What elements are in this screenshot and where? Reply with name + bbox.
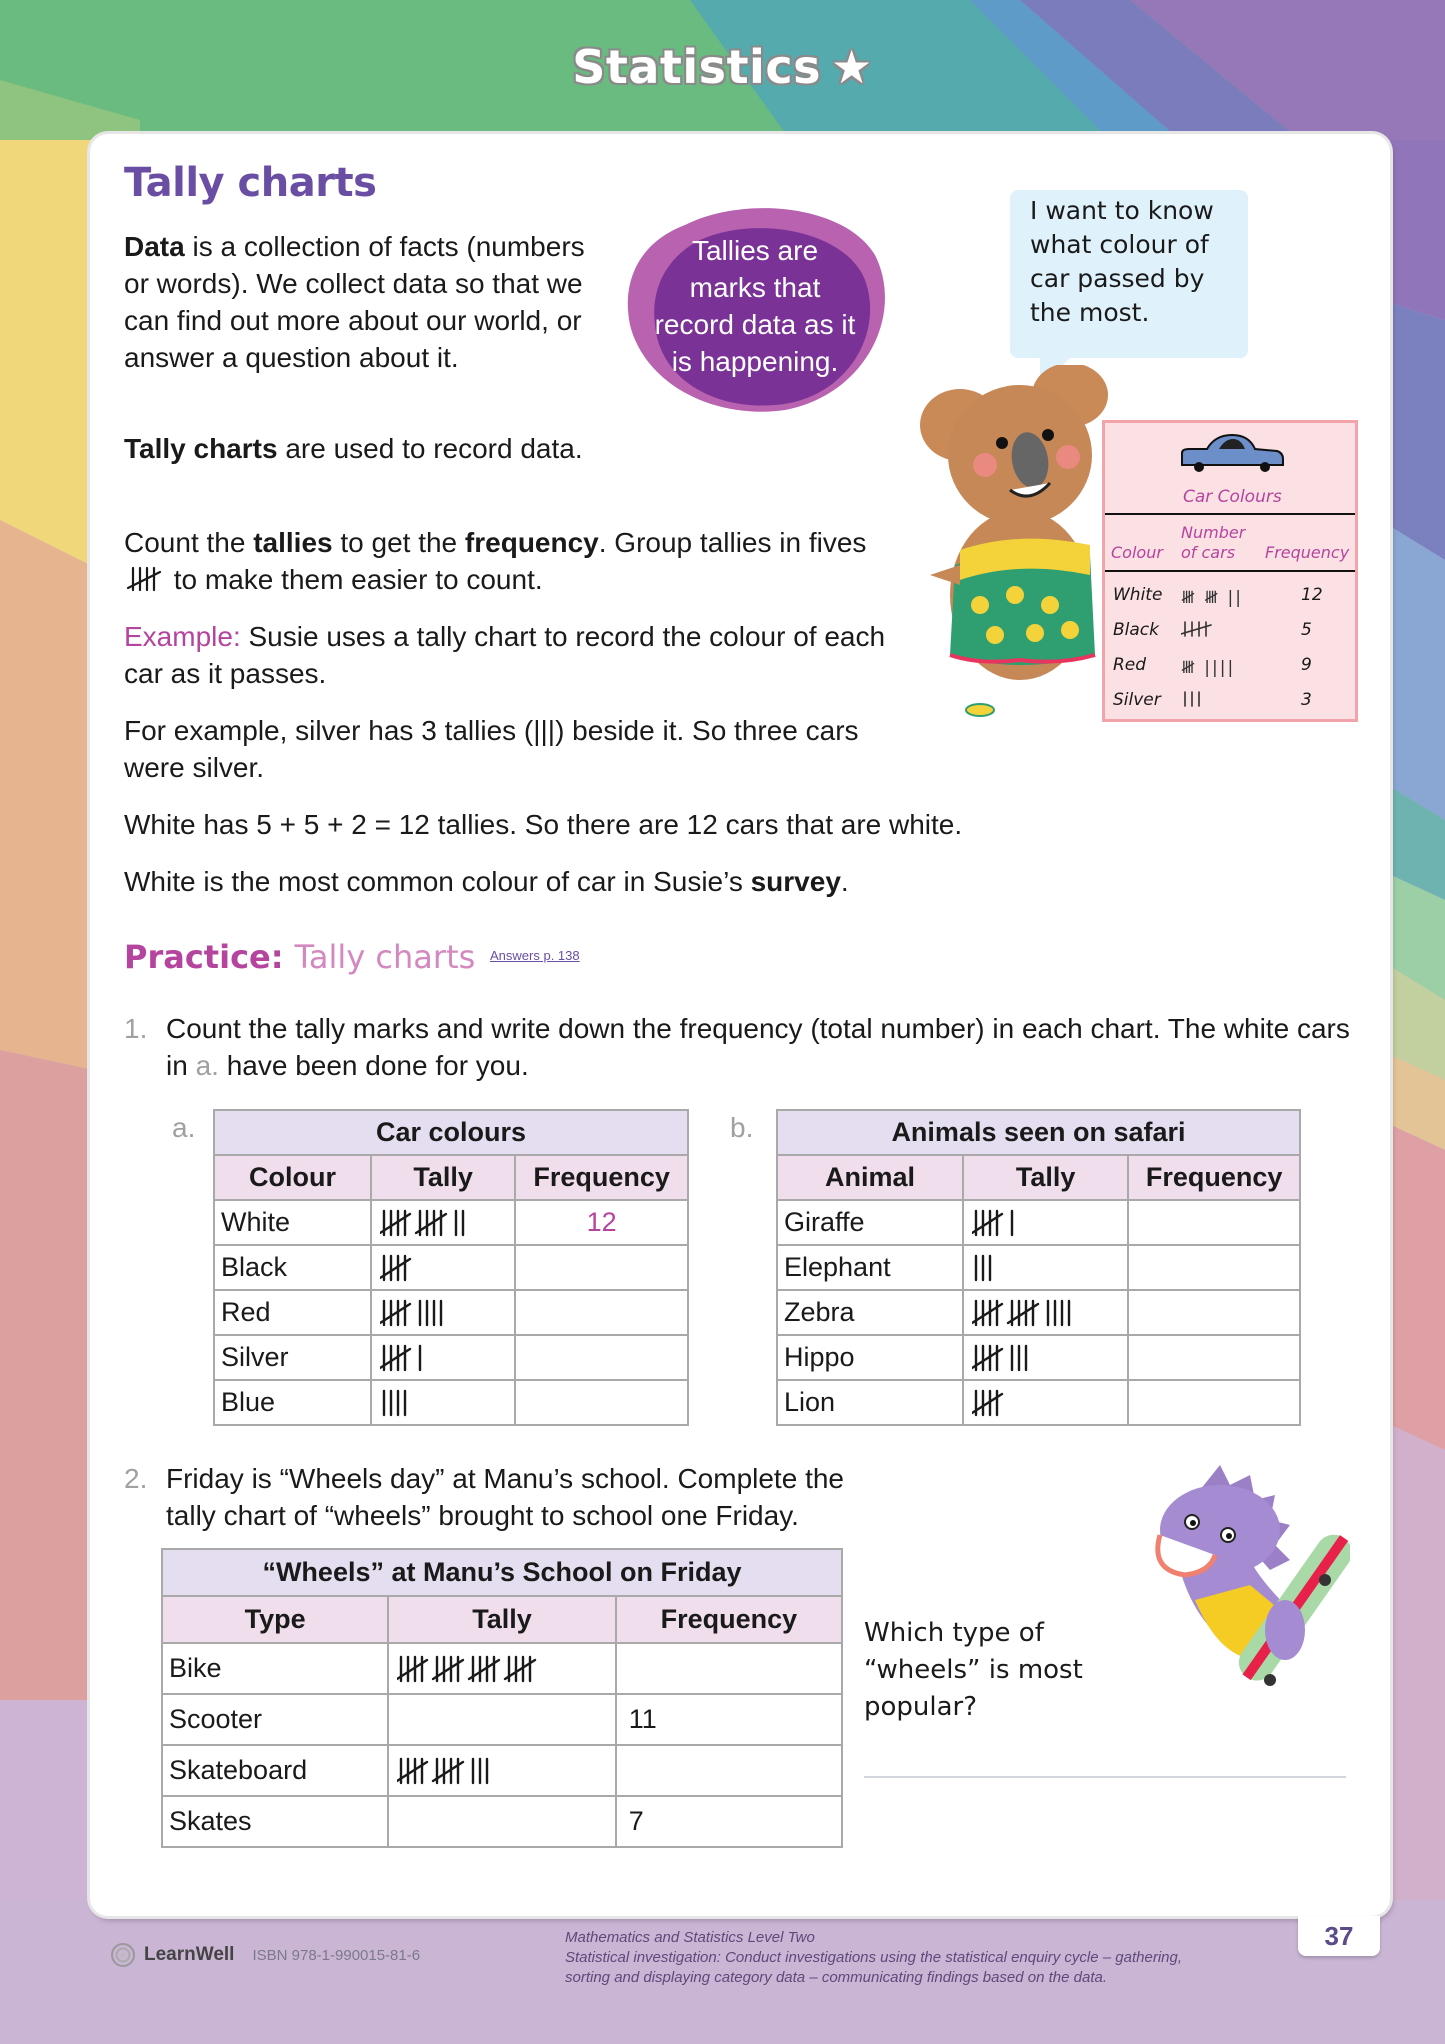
tally-marks bbox=[380, 1389, 416, 1417]
book-title: Mathematics and Statistics Level Two bbox=[565, 1929, 815, 1946]
frequency-cell: 7 bbox=[616, 1796, 842, 1847]
tally-cell[interactable] bbox=[388, 1694, 615, 1745]
divider bbox=[1105, 513, 1355, 515]
table-row bbox=[777, 1335, 1300, 1380]
row-label: Zebra bbox=[777, 1290, 963, 1335]
callout-line: marks that bbox=[689, 272, 821, 303]
example-row bbox=[1113, 690, 1347, 720]
row-label: Skateboard bbox=[162, 1745, 388, 1796]
table-row bbox=[162, 1796, 842, 1847]
example-header-of-cars: of cars bbox=[1181, 543, 1236, 562]
curriculum-line: Statistical investigation: Conduct investigations using the statistical enquiry cycle – gathering, bbox=[565, 1949, 1182, 1966]
isbn: ISBN 978-1-990015-81-6 bbox=[252, 1946, 421, 1964]
example-row bbox=[1113, 585, 1347, 615]
example-label: Example: bbox=[124, 621, 241, 652]
table-caption: “Wheels” at Manu’s School on Friday bbox=[162, 1549, 842, 1596]
speech-line: the most. bbox=[1030, 298, 1150, 327]
example-row bbox=[1113, 655, 1347, 685]
question-number: 1. bbox=[124, 1013, 148, 1044]
tallies-definition-callout bbox=[615, 205, 895, 415]
practice-label: Practice: bbox=[124, 938, 284, 976]
column-header: Tally bbox=[388, 1596, 615, 1643]
example-frequency: 12 bbox=[1301, 585, 1323, 605]
row-label: Lion bbox=[777, 1380, 963, 1425]
table-a-label: a. bbox=[172, 1112, 196, 1143]
tally-marks bbox=[972, 1209, 1023, 1237]
car-icon bbox=[1177, 433, 1287, 477]
tally-marks bbox=[380, 1254, 424, 1282]
column-header: Type bbox=[162, 1596, 388, 1643]
practice-heading bbox=[124, 938, 475, 976]
tally-cell bbox=[963, 1290, 1128, 1335]
frequency-cell[interactable] bbox=[616, 1745, 842, 1796]
table-row bbox=[214, 1245, 688, 1290]
row-label: Bike bbox=[162, 1643, 388, 1694]
followup-line: “wheels” is most bbox=[864, 1655, 1083, 1685]
intro-text: to make them easier to count. bbox=[166, 564, 543, 595]
intro-paragraph-survey bbox=[124, 863, 1124, 900]
intro-text: . Group tallies in fives bbox=[598, 527, 867, 558]
curriculum-reference bbox=[565, 1928, 1325, 1988]
frequency-cell[interactable] bbox=[1128, 1335, 1300, 1380]
question-text: have been done for you. bbox=[218, 1050, 529, 1081]
tally-cell bbox=[388, 1745, 615, 1796]
learnwell-spiral-icon bbox=[110, 1942, 136, 1968]
example-colour: Red bbox=[1113, 655, 1147, 675]
curriculum-line: sorting and displaying category data – communicating findings based on the data. bbox=[565, 1969, 1108, 1986]
table-row bbox=[162, 1694, 842, 1745]
intro-text: Count the bbox=[124, 527, 254, 558]
frequency-cell[interactable] bbox=[616, 1643, 842, 1694]
tally-marks bbox=[972, 1299, 1080, 1327]
question-ref: a. bbox=[195, 1050, 219, 1081]
table-b-label: b. bbox=[730, 1112, 754, 1143]
example-header-frequency: Frequency bbox=[1265, 543, 1350, 562]
table-row bbox=[777, 1290, 1300, 1335]
callout-line: Tallies are bbox=[691, 235, 819, 266]
tally-cell bbox=[371, 1380, 515, 1425]
tally-cell bbox=[371, 1200, 515, 1245]
intro-paragraph-example bbox=[124, 618, 924, 692]
followup-line: popular? bbox=[864, 1692, 978, 1722]
table-row bbox=[162, 1643, 842, 1694]
frequency-cell[interactable] bbox=[1128, 1380, 1300, 1425]
tally-marks bbox=[397, 1655, 549, 1683]
answers-link[interactable]: Answers p. 138 bbox=[490, 948, 580, 963]
row-label: White bbox=[214, 1200, 371, 1245]
table-row bbox=[162, 1745, 842, 1796]
speech-line: what colour of bbox=[1030, 230, 1209, 259]
tally-five-icon bbox=[126, 564, 164, 590]
tally-cell bbox=[371, 1245, 515, 1290]
intro-text: White is the most common colour of car in Susie’s bbox=[124, 866, 751, 897]
example-colour: White bbox=[1113, 585, 1163, 605]
tally-cell bbox=[388, 1643, 615, 1694]
example-header-number: Number bbox=[1181, 523, 1246, 542]
table-caption: Animals seen on safari bbox=[777, 1110, 1300, 1155]
frequency-cell[interactable] bbox=[515, 1290, 688, 1335]
speech-line: I want to know bbox=[1030, 196, 1214, 225]
speech-line: car passed by bbox=[1030, 264, 1205, 293]
tally-cell bbox=[371, 1290, 515, 1335]
section-heading: Tally charts bbox=[124, 160, 377, 206]
question-1 bbox=[124, 1010, 1364, 1084]
followup-line: Which type of bbox=[864, 1618, 1044, 1648]
frequency-cell[interactable] bbox=[1128, 1200, 1300, 1245]
table-row bbox=[777, 1245, 1300, 1290]
term-frequency: frequency bbox=[464, 527, 599, 558]
tally-cell bbox=[963, 1380, 1128, 1425]
tally-cell bbox=[963, 1200, 1128, 1245]
publisher-logo bbox=[110, 1942, 420, 1968]
table-row bbox=[214, 1380, 688, 1425]
intro-paragraph-count bbox=[124, 524, 904, 598]
table-row bbox=[214, 1335, 688, 1380]
tally-marks bbox=[380, 1209, 474, 1237]
column-header: Tally bbox=[371, 1155, 515, 1200]
frequency-cell: 11 bbox=[616, 1694, 842, 1745]
example-colour: Silver bbox=[1113, 690, 1161, 710]
term-tally-charts: Tally charts bbox=[124, 433, 278, 464]
tally-cell bbox=[963, 1335, 1128, 1380]
example-frequency: 5 bbox=[1301, 620, 1312, 640]
question-text: tally chart of “wheels” brought to school one Friday. bbox=[166, 1500, 799, 1531]
speech-bubble bbox=[1010, 190, 1248, 358]
example-header-colour: Colour bbox=[1111, 543, 1163, 562]
example-tally bbox=[1181, 690, 1210, 708]
row-label: Skates bbox=[162, 1796, 388, 1847]
example-chart-title: Car Colours bbox=[1183, 487, 1282, 507]
term-survey: survey bbox=[750, 866, 841, 897]
tally-marks bbox=[972, 1254, 1001, 1282]
table-row bbox=[214, 1290, 688, 1335]
example-frequency: 3 bbox=[1301, 690, 1312, 710]
table-row bbox=[214, 1200, 688, 1245]
column-header: Frequency bbox=[1128, 1155, 1300, 1200]
divider bbox=[1105, 570, 1355, 572]
intro-text: . bbox=[840, 866, 849, 897]
chapter-title-text: Statistics bbox=[572, 40, 821, 94]
example-tally-chart bbox=[1102, 420, 1358, 722]
star-icon: ★ bbox=[830, 40, 873, 94]
example-frequency: 9 bbox=[1301, 655, 1312, 675]
tally-cell[interactable] bbox=[388, 1796, 615, 1847]
row-label: Scooter bbox=[162, 1694, 388, 1745]
frequency-cell[interactable] bbox=[515, 1380, 688, 1425]
example-tally bbox=[1181, 620, 1225, 638]
row-label: Elephant bbox=[777, 1245, 963, 1290]
question-2 bbox=[124, 1460, 944, 1534]
question-number: 2. bbox=[124, 1463, 148, 1494]
example-colour: Black bbox=[1113, 620, 1159, 640]
question-text: Friday is “Wheels day” at Manu’s school. Complete the bbox=[166, 1463, 844, 1494]
row-label: Giraffe bbox=[777, 1200, 963, 1245]
chapter-title bbox=[0, 40, 1445, 94]
answer-line-input[interactable] bbox=[864, 1776, 1346, 1778]
tally-marks bbox=[380, 1299, 452, 1327]
column-header: Animal bbox=[777, 1155, 963, 1200]
intro-text: are used to record data. bbox=[277, 433, 583, 464]
row-label: Red bbox=[214, 1290, 371, 1335]
column-header: Frequency bbox=[515, 1155, 688, 1200]
term-data: Data bbox=[124, 231, 185, 262]
row-label: Black bbox=[214, 1245, 371, 1290]
frequency-cell[interactable] bbox=[1128, 1290, 1300, 1335]
table-wheels bbox=[161, 1548, 843, 1848]
intro-paragraph-data bbox=[124, 228, 594, 376]
frequency-cell[interactable] bbox=[515, 1245, 688, 1290]
question-text: Count the tally marks and write down the frequency (total number) in each chart. The white cars in bbox=[166, 1013, 1350, 1081]
column-header: Tally bbox=[963, 1155, 1128, 1200]
page-number: 37 bbox=[1298, 1916, 1380, 1956]
table-row bbox=[777, 1380, 1300, 1425]
column-header: Frequency bbox=[616, 1596, 842, 1643]
frequency-cell[interactable] bbox=[515, 1335, 688, 1380]
term-tallies: tallies bbox=[253, 527, 333, 558]
example-tally: 𝍸 |||| bbox=[1181, 658, 1236, 678]
column-header: Colour bbox=[214, 1155, 371, 1200]
tally-marks bbox=[397, 1757, 498, 1785]
tally-marks bbox=[972, 1344, 1037, 1372]
example-tally: 𝍸 𝍸 || bbox=[1181, 588, 1244, 608]
intro-text: to get the bbox=[332, 527, 465, 558]
example-row bbox=[1113, 620, 1347, 650]
intro-text: is a collection of facts (numbers or words). We collect data so that we can find out more about our world, or answer a question about it. bbox=[124, 231, 585, 373]
practice-title: Tally charts bbox=[294, 938, 476, 976]
tally-marks bbox=[972, 1389, 1016, 1417]
table-caption: Car colours bbox=[214, 1110, 688, 1155]
row-label: Blue bbox=[214, 1380, 371, 1425]
intro-paragraph-white: White has 5 + 5 + 2 = 12 tallies. So there are 12 cars that are white. bbox=[124, 809, 963, 840]
tally-cell bbox=[963, 1245, 1128, 1290]
frequency-cell[interactable] bbox=[1128, 1245, 1300, 1290]
dinosaur-skateboard-illustration bbox=[1140, 1460, 1350, 1700]
row-label: Silver bbox=[214, 1335, 371, 1380]
table-row bbox=[777, 1200, 1300, 1245]
publisher-name: LearnWell bbox=[144, 1944, 235, 1965]
callout-line: is happening. bbox=[671, 346, 839, 377]
followup-question bbox=[864, 1615, 1083, 1726]
table-animals-safari bbox=[776, 1109, 1301, 1426]
intro-paragraph-tally-charts bbox=[124, 430, 594, 467]
intro-paragraph-silver: For example, silver has 3 tallies (|||) beside it. So three cars were silver. bbox=[124, 715, 859, 783]
row-label: Hippo bbox=[777, 1335, 963, 1380]
tally-cell bbox=[371, 1335, 515, 1380]
tally-marks bbox=[380, 1344, 431, 1372]
frequency-cell: 12 bbox=[515, 1200, 688, 1245]
intro-text: Susie uses a tally chart to record the colour of each car as it passes. bbox=[124, 621, 886, 689]
table-car-colours bbox=[213, 1109, 689, 1426]
callout-line: record data as it bbox=[654, 309, 856, 340]
